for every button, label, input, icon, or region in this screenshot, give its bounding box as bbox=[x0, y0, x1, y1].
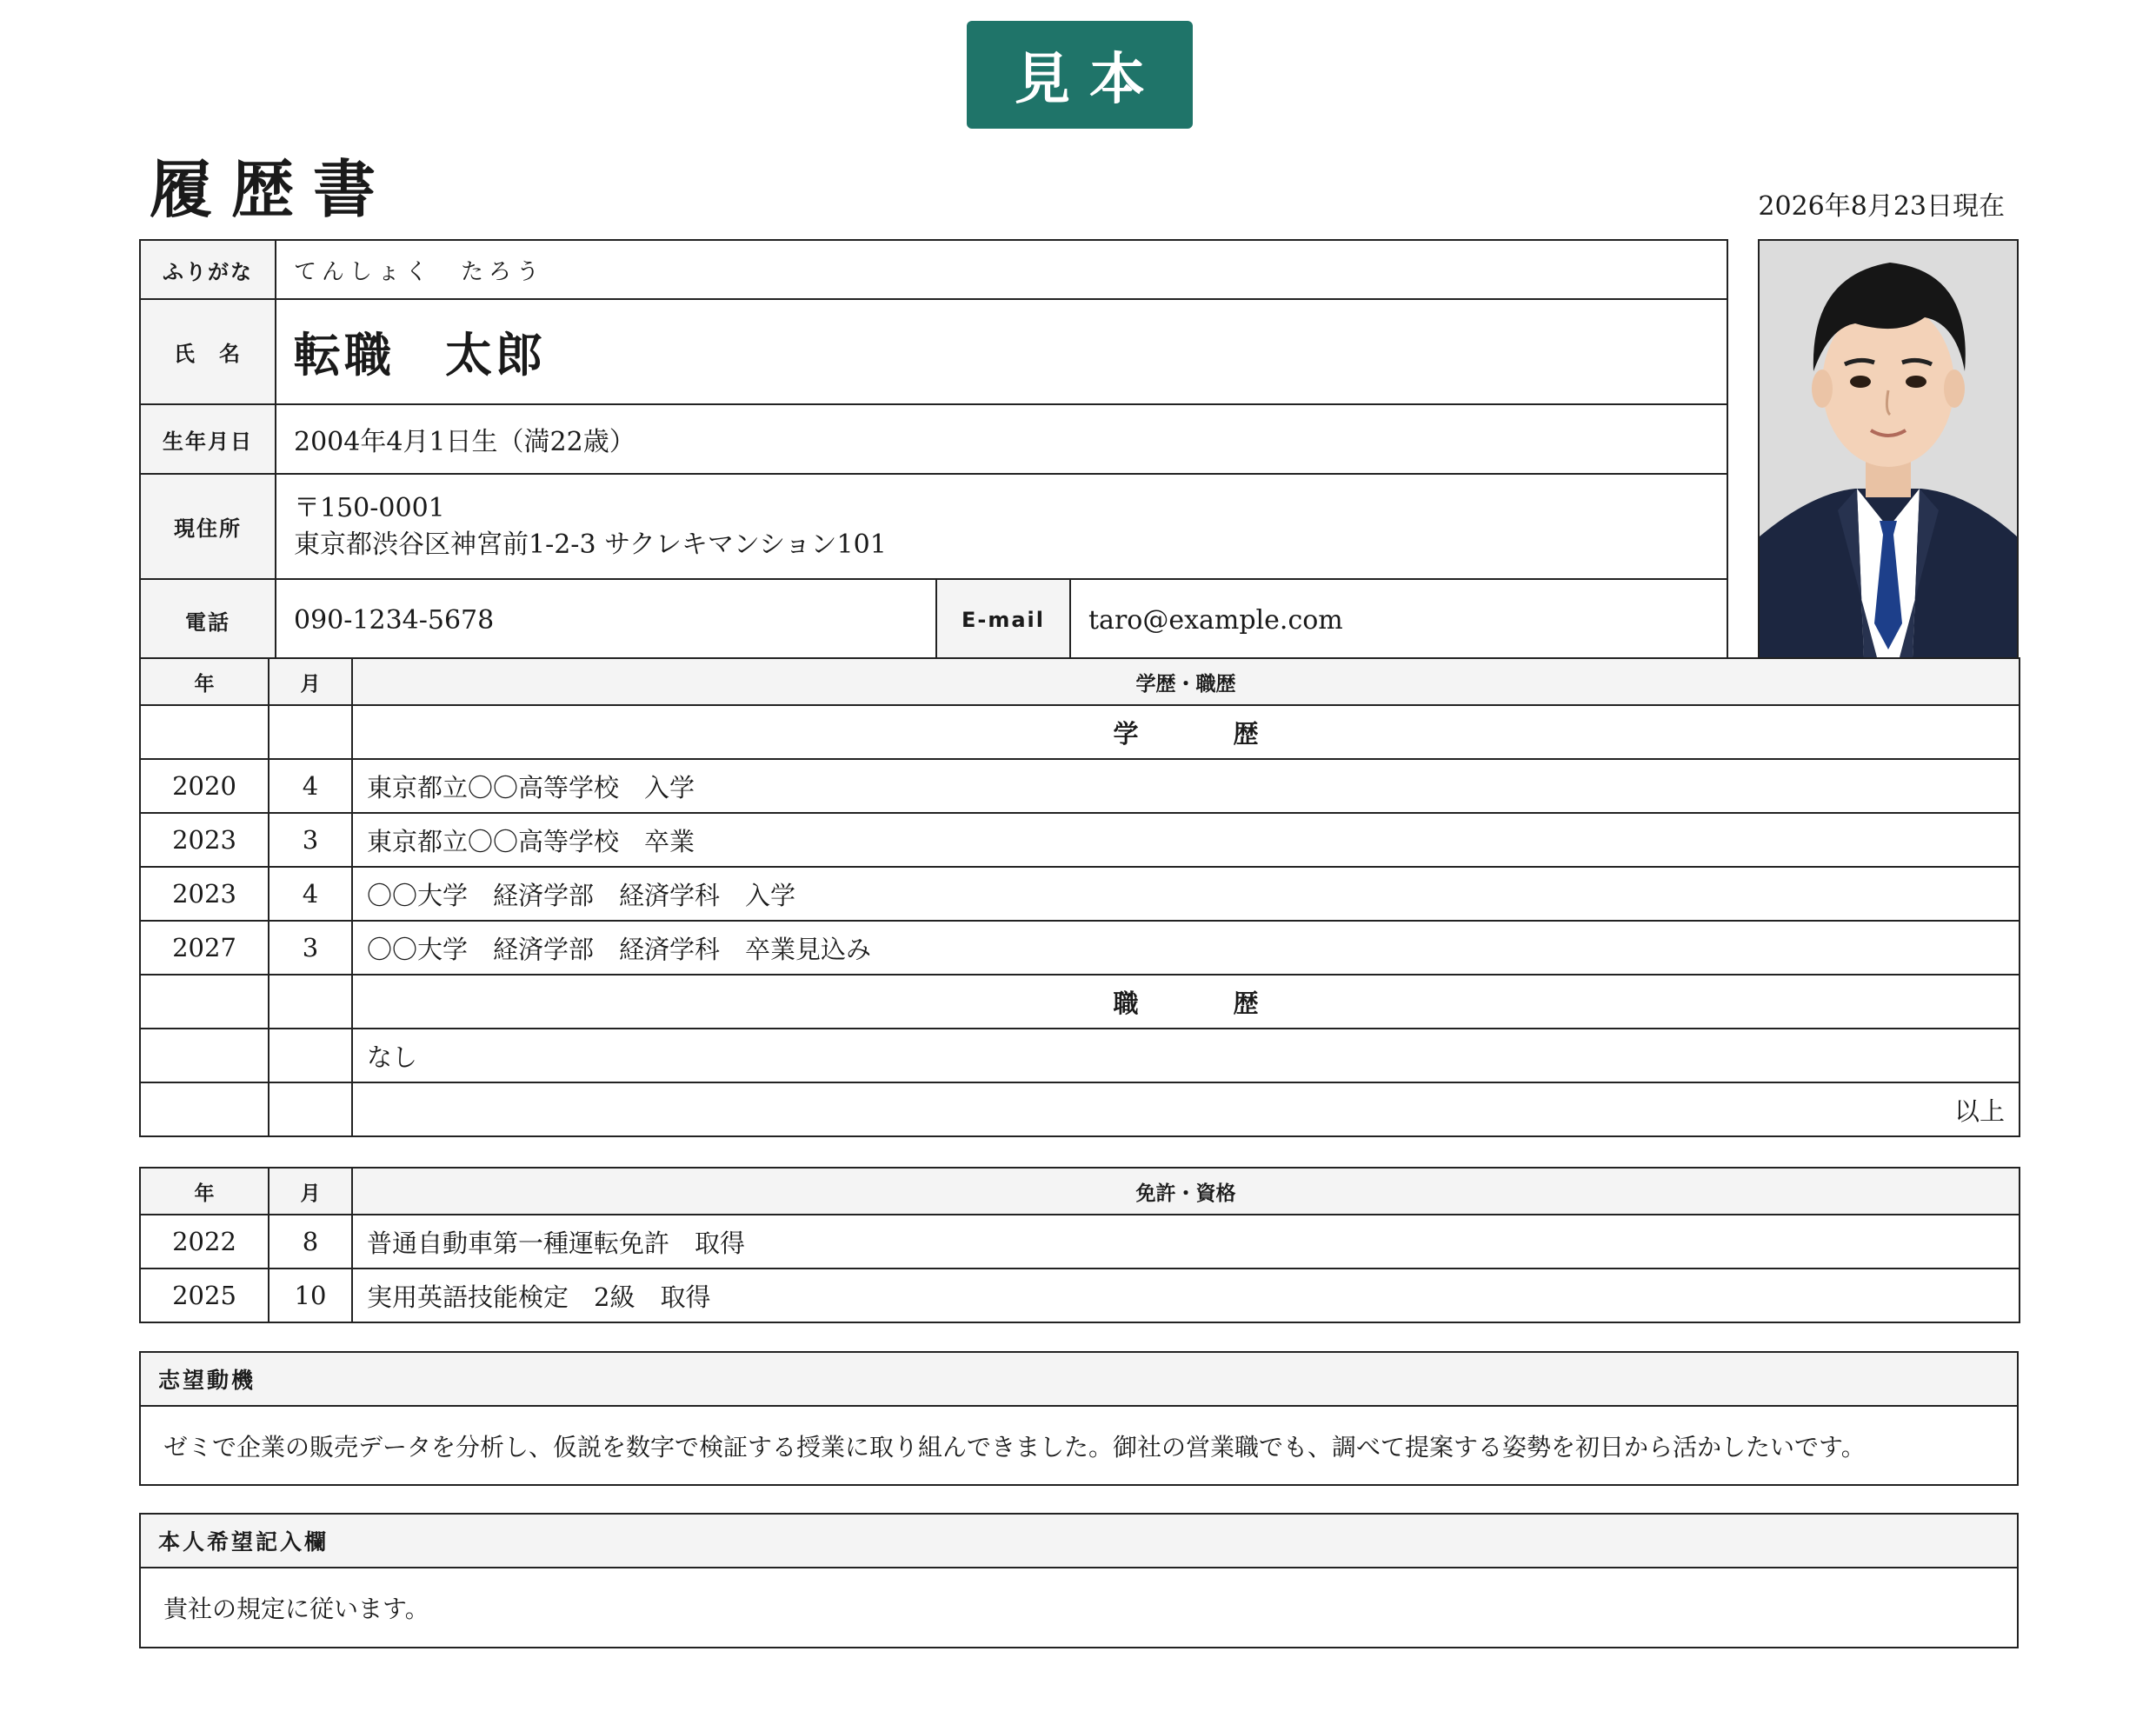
month-cell: 3 bbox=[269, 813, 352, 867]
licenses-header-content: 免許・資格 bbox=[352, 1168, 2020, 1215]
licenses-header-year: 年 bbox=[140, 1168, 269, 1215]
phone-label: 電話 bbox=[140, 579, 276, 661]
table-row bbox=[140, 1269, 2020, 1322]
year-cell: 2023 bbox=[140, 813, 269, 867]
motivation-text: ゼミで企業の販売データを分析し、仮説を数字で検証する授業に取り組んできました。御社の営業職でも、調べて提案する姿勢を初日から活かしたいです。 bbox=[163, 1432, 1866, 1462]
table-row bbox=[140, 921, 2020, 975]
document-title: 履歴書 bbox=[150, 152, 396, 226]
furigana-label: ふりがな bbox=[140, 240, 276, 299]
address-label: 現住所 bbox=[140, 474, 276, 579]
portrait-illustration bbox=[1760, 241, 2017, 657]
name-row bbox=[140, 299, 1727, 404]
content-cell: 〇〇大学 経済学部 経済学科 入学 bbox=[352, 867, 2020, 921]
name-value: 転職 太郎 bbox=[276, 299, 1727, 404]
empty-cell bbox=[269, 1082, 352, 1136]
empty-cell bbox=[140, 705, 269, 759]
empty-cell bbox=[140, 1082, 269, 1136]
content-cell: 〇〇大学 経済学部 経済学科 卒業見込み bbox=[352, 921, 2020, 975]
history-table bbox=[139, 657, 2020, 1137]
address-line: 東京都渋谷区神宮前1-2-3 サクレキマンション101 bbox=[294, 529, 887, 560]
postal-code: 〒150-0001 bbox=[294, 492, 445, 523]
year-cell: 2025 bbox=[140, 1269, 269, 1322]
birth-label: 生年月日 bbox=[140, 404, 276, 474]
content-cell: 東京都立〇〇高等学校 卒業 bbox=[352, 813, 2020, 867]
personal-info-table bbox=[139, 239, 1728, 662]
licenses-header-row bbox=[140, 1168, 2020, 1215]
birth-value: 2004年4月1日生（満22歳） bbox=[276, 404, 1727, 474]
year-cell bbox=[140, 1029, 269, 1082]
history-header-year: 年 bbox=[140, 658, 269, 705]
year-cell: 2027 bbox=[140, 921, 269, 975]
furigana-value: てんしょく たろう bbox=[276, 240, 1727, 299]
requests-label: 本人希望記入欄 bbox=[141, 1515, 2017, 1568]
history-header-content: 学歴・職歴 bbox=[352, 658, 2020, 705]
content-cell: 東京都立〇〇高等学校 入学 bbox=[352, 759, 2020, 813]
licenses-table bbox=[139, 1167, 2020, 1323]
month-cell: 4 bbox=[269, 759, 352, 813]
empty-cell bbox=[269, 705, 352, 759]
month-cell bbox=[269, 1029, 352, 1082]
contact-row bbox=[140, 579, 1727, 661]
year-cell: 2020 bbox=[140, 759, 269, 813]
empty-cell bbox=[140, 975, 269, 1029]
end-mark: 以上 bbox=[352, 1082, 2020, 1136]
id-photo bbox=[1758, 239, 2019, 659]
furigana-row bbox=[140, 240, 1727, 299]
requests-box bbox=[139, 1513, 2019, 1648]
history-header-month: 月 bbox=[269, 658, 352, 705]
education-heading: 学 歴 bbox=[352, 705, 2020, 759]
education-heading-row bbox=[140, 705, 2020, 759]
table-row bbox=[140, 867, 2020, 921]
address-row bbox=[140, 474, 1727, 579]
email-value: taro@example.com bbox=[1070, 579, 1727, 661]
year-cell: 2022 bbox=[140, 1215, 269, 1269]
history-header-row bbox=[140, 658, 2020, 705]
month-cell: 3 bbox=[269, 921, 352, 975]
end-row bbox=[140, 1082, 2020, 1136]
month-cell: 8 bbox=[269, 1215, 352, 1269]
month-cell: 4 bbox=[269, 867, 352, 921]
work-heading: 職 歴 bbox=[352, 975, 2020, 1029]
name-label: 氏 名 bbox=[140, 299, 276, 404]
phone-value: 090-1234-5678 bbox=[276, 579, 936, 661]
sample-badge: 見本 bbox=[967, 21, 1193, 129]
motivation-label: 志望動機 bbox=[141, 1353, 2017, 1407]
table-row bbox=[140, 813, 2020, 867]
month-cell: 10 bbox=[269, 1269, 352, 1322]
content-cell: 普通自動車第一種運転免許 取得 bbox=[352, 1215, 2020, 1269]
year-cell: 2023 bbox=[140, 867, 269, 921]
email-label: E-mail bbox=[936, 579, 1070, 661]
birth-row bbox=[140, 404, 1727, 474]
work-heading-row bbox=[140, 975, 2020, 1029]
table-row bbox=[140, 1215, 2020, 1269]
document-date: 2026年8月23日現在 bbox=[1758, 191, 2005, 222]
requests-text: 貴社の規定に従います。 bbox=[163, 1595, 429, 1623]
content-cell: なし bbox=[352, 1029, 2020, 1082]
address-value bbox=[276, 474, 1727, 579]
motivation-box bbox=[139, 1351, 2019, 1486]
table-row bbox=[140, 1029, 2020, 1082]
content-cell: 実用英語技能検定 2級 取得 bbox=[352, 1269, 2020, 1322]
licenses-header-month: 月 bbox=[269, 1168, 352, 1215]
table-row bbox=[140, 759, 2020, 813]
empty-cell bbox=[269, 975, 352, 1029]
